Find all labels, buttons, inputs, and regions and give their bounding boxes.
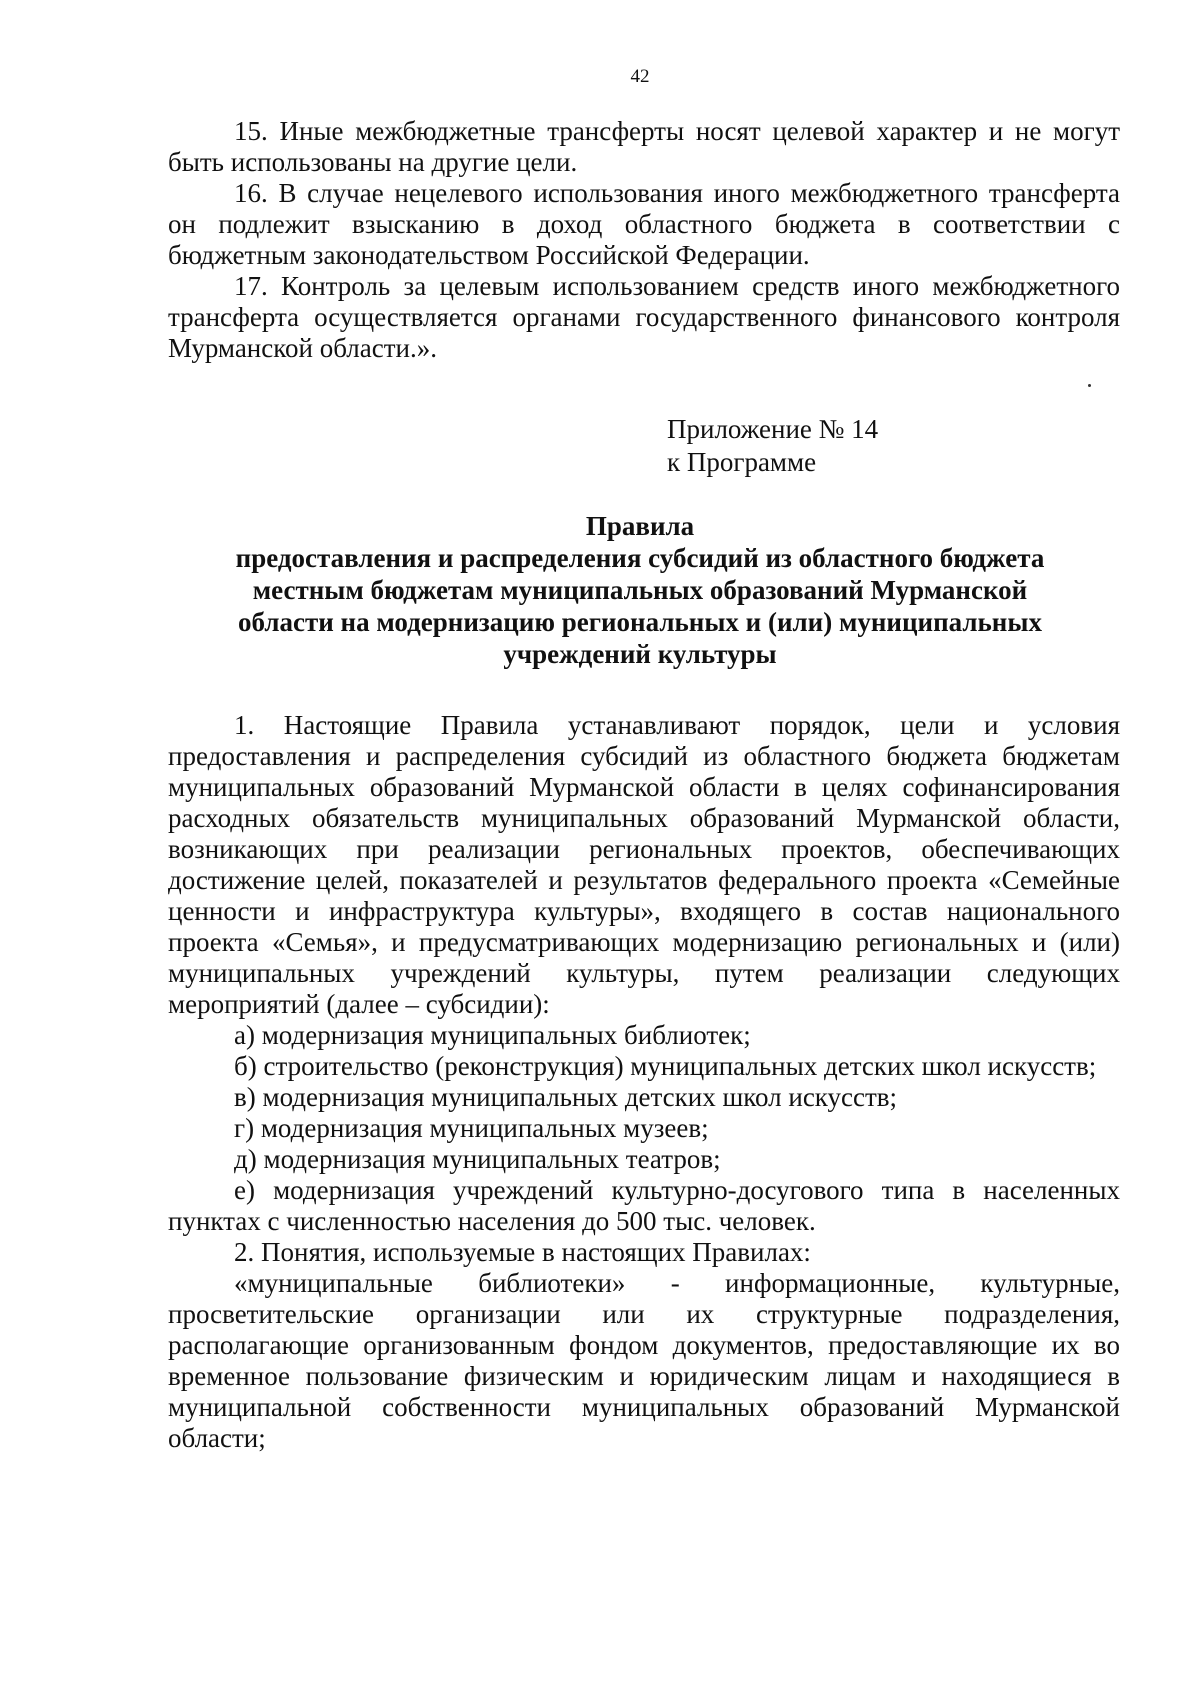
page-number: 42 [630,66,650,87]
heading-line-5: учреждений культуры [503,639,777,669]
appendix-reference: к Программе [667,447,817,477]
paragraph-2: 2. Понятия, используемые в настоящих Правилах: [234,1237,811,1267]
appendix-number: Приложение № 14 [667,414,879,444]
list-item-d: д) модернизация муниципальных театров; [234,1144,721,1174]
paragraph-17: 17. Контроль за целевым использованием средств иного межбюджетного трансферта осуществляется органами государственного финансового контроля Мурманской области.». [168,271,1120,363]
closing-paragraphs [168,116,1120,364]
heading-line-2: предоставления и распределения субсидий из областного бюджета [235,543,1045,573]
appendix-label [667,413,878,479]
list-item-g: г) модернизация муниципальных музеев; [234,1113,709,1143]
paragraph-16: 16. В случае нецелевого использования иного межбюджетного трансферта он подлежит взысканию в доход областного бюджета в соответствии с бюджетным законодательством Российской Федерации. [168,178,1120,270]
rules-body [168,710,1120,1454]
heading-title: Правила [585,511,695,541]
paragraph-1: 1. Настоящие Правила устанавливают порядок, цели и условия предоставления и распределения субсидий из областного бюджета бюджетам муниципальных образований Мурманской области в целях софинансирования расходных обязательств муниципальных образований Мурманской области, возникающих при реализации региональных проектов, обеспечивающих достижение целей, показателей и результатов федерального проекта «Семейные ценности и инфраструктура культуры», входящего в состав национального проекта «Семья», и предусматривающих модернизацию региональных и (или) муниципальных учреждений культуры, путем реализации следующих мероприятий (далее – субсидии): [168,710,1120,1019]
document-heading [160,510,1120,670]
list-item-v: в) модернизация муниципальных детских школ искусств; [234,1082,898,1112]
list-item-b: б) строительство (реконструкция) муниципальных детских школ искусств; [234,1051,1097,1081]
paragraph-15: 15. Иные межбюджетные трансферты носят целевой характер и не могут быть использованы на другие цели. [168,116,1120,177]
heading-line-4: области на модернизацию региональных и (или) муниципальных [238,607,1042,637]
scan-speck [1088,384,1091,387]
definition-libraries: «муниципальные библиотеки» - информационные, культурные, просветительские организации или их структурные подразделения, располагающие организованным фондом документов, предоставляющие их во временное пользование физическим и юридическим лицам и находящиеся в муниципальной собственности муниципальных образований Мурманской области; [168,1268,1120,1453]
heading-line-3: местным бюджетам муниципальных образований Мурманской [252,575,1028,605]
list-item-e: е) модернизация учреждений культурно-досугового типа в населенных пунктах с численностью населения до 500 тыс. человек. [168,1175,1120,1236]
list-item-a: а) модернизация муниципальных библиотек; [234,1020,751,1050]
